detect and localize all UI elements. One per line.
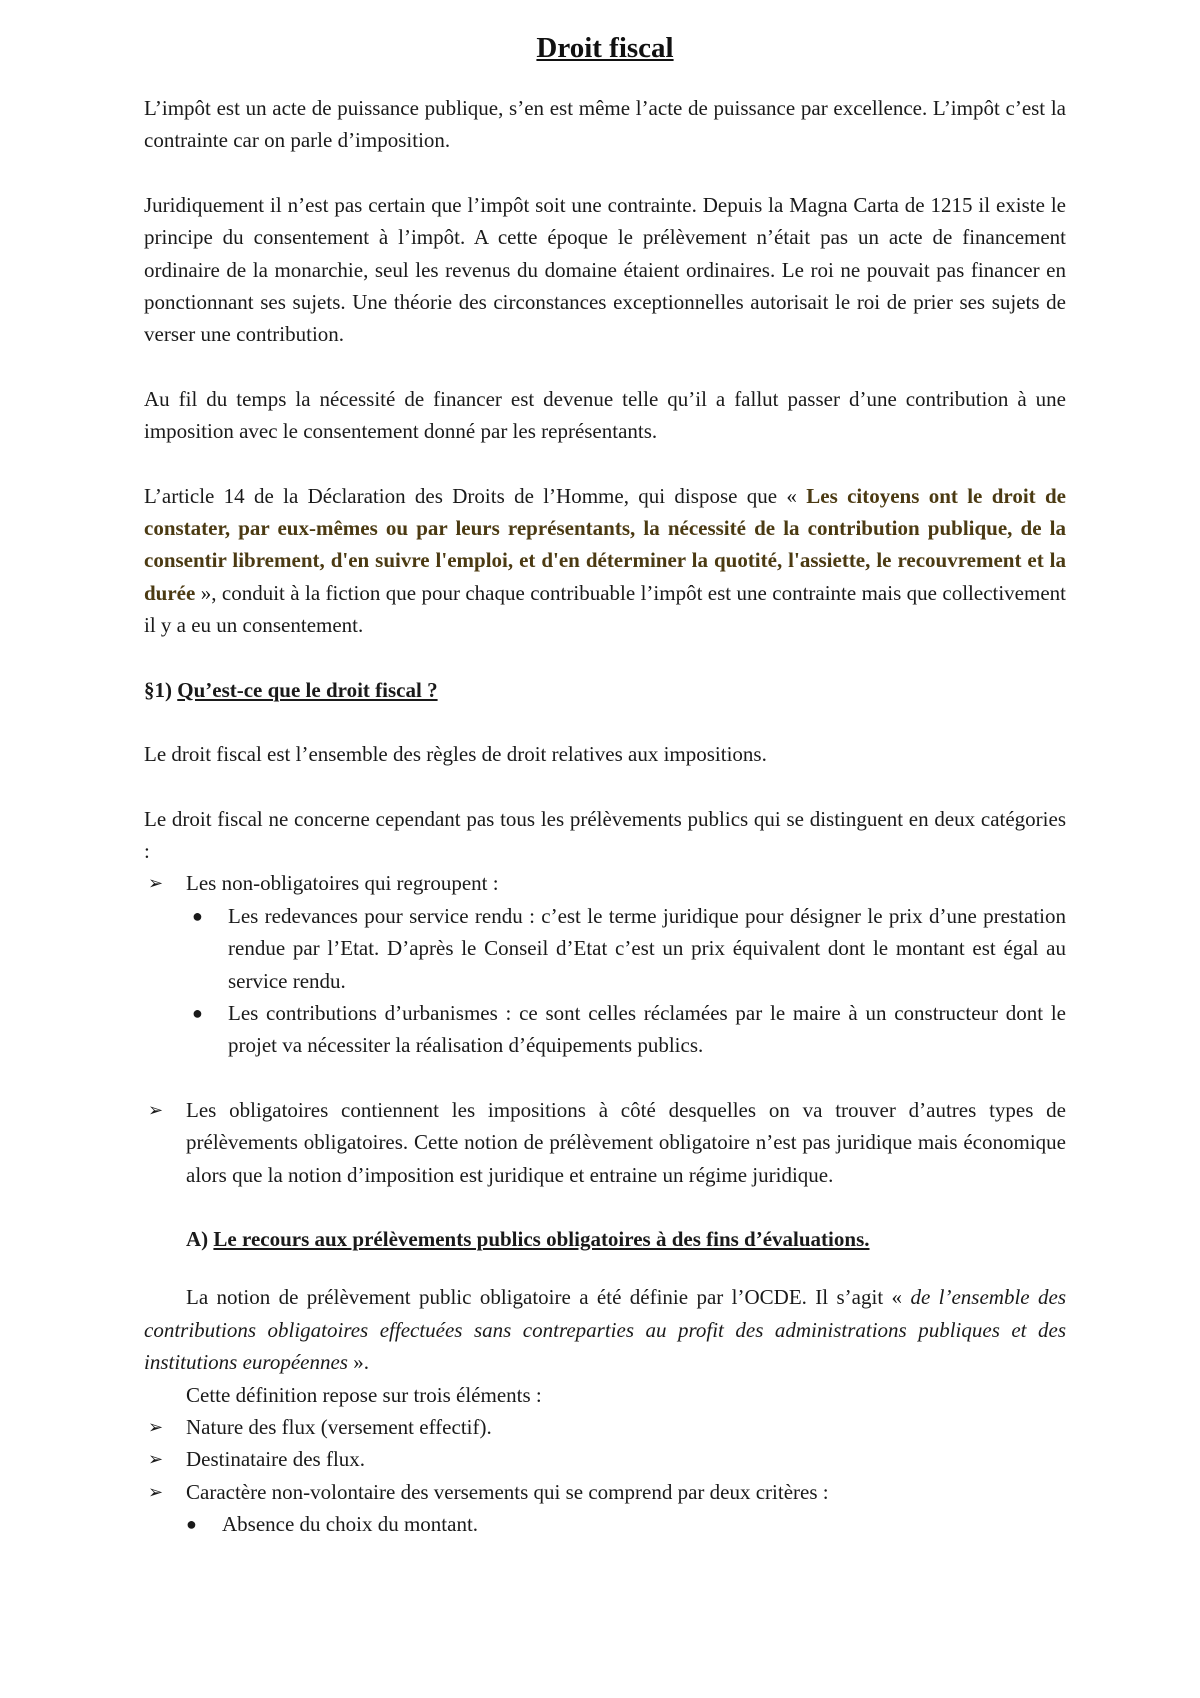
criteria-sublist <box>180 1508 1066 1540</box>
article-14-quote: Les citoyens ont le droit de constater, par eux-mêmes ou par leurs représentants, la nécessité de la contribution publique, de la consentir librement, d'en suivre l'emploi, et d'en déterminer la quotité, l'assiette, le recouvrement et la durée <box>144 483 1066 605</box>
urbanismes-text: Les contributions d’urbanismes : ce sont celles réclamées par le maire à un constructeur dont le projet va nécessiter la réalisation d’équipements publics. <box>228 1000 1066 1058</box>
ocde-intro: La notion de prélèvement public obligatoire a été définie par l’OCDE. Il s’agit « <box>186 1285 911 1310</box>
redevances-text: Les redevances pour service rendu : c’est le terme juridique pour désigner le prix d’une prestation rendue par l’Etat. D’après le Conseil d’Etat c’est un prix équivalent dont le montant est égal au service rendu. <box>228 903 1066 993</box>
section-1-title: Qu’est-ce que le droit fiscal ? <box>177 677 438 702</box>
list-item <box>144 1443 1066 1475</box>
document-title: Droit fiscal <box>536 32 674 64</box>
arrow-bullet-icon: ➢ <box>148 1449 164 1470</box>
list-spacer <box>186 1062 1066 1094</box>
intro-paragraph-4 <box>144 480 1066 642</box>
element-destinataire: Destinataire des flux. <box>186 1447 366 1472</box>
ocde-definition-paragraph <box>144 1281 1066 1378</box>
article-14-conclusion: », conduit à la fiction que pour chaque contribuable l’impôt est une contrainte mais que collectivement il y a eu un consentement. <box>144 580 1066 638</box>
list-item <box>144 1476 1066 1541</box>
intro-paragraph-2: Juridiquement il n’est pas certain que l’impôt soit une contrainte. Depuis la Magna Carta de 1215 il existe le principe du consentement à l’impôt. A cette époque le prélèvement n’était pas un acte de financement ordinaire de la monarchie, seul les revenus du domaine étaient ordinaires. Le roi ne pouvait pas financer en ponctionnant ses sujets. Une théorie des circonstances exceptionnelles autorisait le roi de prier ses sujets de verser une contribution. <box>144 192 1066 347</box>
arrow-bullet-icon: ➢ <box>148 1099 164 1120</box>
element-nature: Nature des flux (versement effectif). <box>186 1415 492 1439</box>
section-spacer <box>144 1191 1066 1223</box>
dot-bullet-icon: ● <box>192 905 203 926</box>
list-item <box>144 1094 1066 1191</box>
ocde-quote: de l’ensemble des contributions obligatoires effectuées sans contreparties au profit des administrations publiques et des institutions européennes <box>144 1285 1066 1375</box>
list-item <box>180 1508 1066 1540</box>
elements-intro: Cette définition repose sur trois éléments : <box>186 1382 542 1407</box>
dot-bullet-icon: ● <box>192 1002 203 1023</box>
section-a-label: A) <box>186 1226 214 1251</box>
intro-paragraph-3: Au fil du temps la nécessité de financer est devenue telle qu’il a fallut passer d’une contribution à une imposition avec le consentement donné par les représentants. <box>144 386 1066 444</box>
element-caractere: Caractère non-volontaire des versements qui se comprend par deux critères : <box>186 1479 829 1504</box>
non-obligatoires-sublist <box>186 900 1066 1062</box>
dot-bullet-icon: ● <box>186 1514 197 1535</box>
section-a-heading <box>186 1223 1066 1255</box>
article-14-intro: L’article 14 de la Déclaration des Droits de l’Homme, qui dispose que « <box>144 483 807 508</box>
arrow-bullet-icon: ➢ <box>148 1481 164 1502</box>
criterion-montant: Absence du choix du montant. <box>222 1512 479 1537</box>
arrow-bullet-icon: ➢ <box>148 873 164 894</box>
obligatoires-text: Les obligatoires contiennent les impositions à côté desquelles on va trouver d’autres types de prélèvements obligatoires. Cette notion de prélèvement obligatoire n’est pas juridique mais économique alors que la notion d’imposition est juridique et entraine un régime juridique. <box>186 1097 1066 1187</box>
list-item <box>186 900 1066 997</box>
arrow-bullet-icon: ➢ <box>148 1417 164 1437</box>
non-obligatoires-label: Les non-obligatoires qui regroupent : <box>186 871 499 896</box>
categories-list <box>144 867 1066 1191</box>
intro-paragraph-1: L’impôt est un acte de puissance publique, s’en est même l’acte de puissance par excellence. L’impôt c’est la contrainte car on parle d’imposition. <box>144 96 1066 153</box>
section-1-categories-intro: Le droit fiscal ne concerne cependant pas tous les prélèvements publics qui se distinguent en deux catégories : <box>144 806 1066 863</box>
section-1-definition: Le droit fiscal est l’ensemble des règles de droit relatives aux impositions. <box>144 742 767 767</box>
section-1-number: §1) <box>144 677 178 702</box>
ocde-close: ». <box>347 1350 369 1375</box>
elements-list <box>144 1411 1066 1541</box>
list-item <box>186 997 1066 1062</box>
section-1-heading <box>144 674 1066 706</box>
section-a-title: Le recours aux prélèvements publics obligatoires à des fins d’évaluations. <box>213 1226 870 1251</box>
list-item <box>144 867 1066 1093</box>
list-item <box>144 1411 1066 1443</box>
